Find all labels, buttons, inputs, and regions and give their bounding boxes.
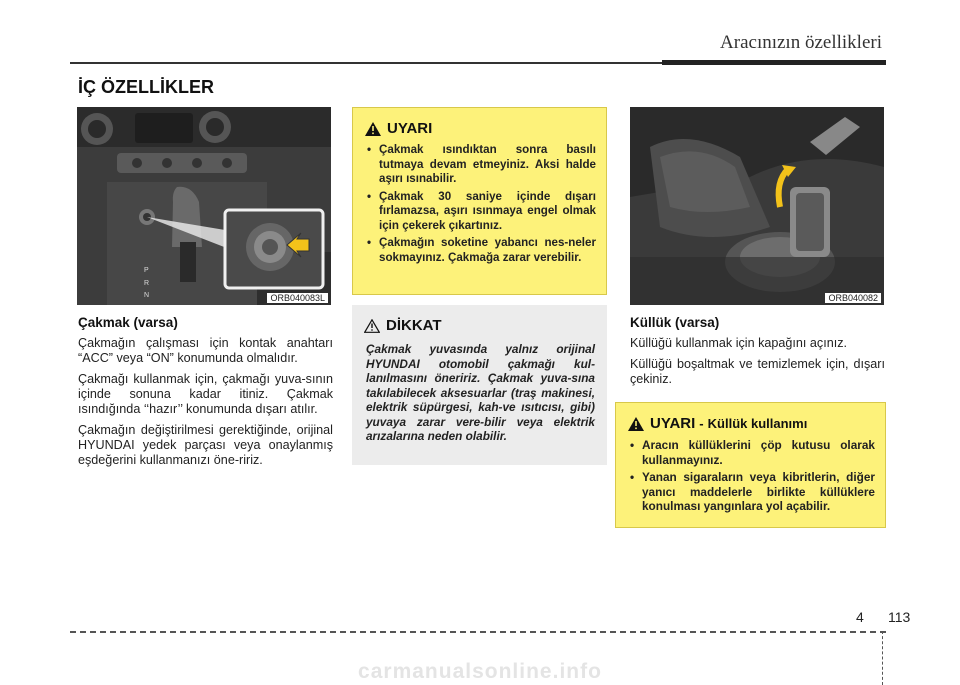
warning-triangle-icon [628,417,644,431]
caution-box [352,305,607,465]
lighter-section [78,315,333,474]
warning-item: • Yanan sigaraların veya kibritlerin, diğer yanıcı maddelerle birlikte küllüklere konulması yangınlara yol açabilir. [630,470,875,514]
ashtray-warning-box [615,402,886,528]
warning-title: UYARI [650,415,696,432]
lighter-paragraph: Çakmağın çalışması için kontak anahtarı “ACC” veya “ON” konumunda olmalıdır. [78,336,333,365]
gear-letter-r: R [144,280,150,287]
ashtray-paragraph: Küllüğü kullanmak için kapağını açınız. [630,336,848,350]
footer-rule [70,631,886,633]
ashtray-photo [630,107,884,305]
warning-item: • Çakmak 30 saniye içinde dışarı fırlamazsa, aşırı ısınmaya engel olmak için çekerek çıkartınız. [367,190,596,234]
gear-letter-n: N [144,292,150,299]
warning-item: • Aracın küllüklerini çöp kutusu olarak kullanmayınız. [630,438,875,467]
warning-title: UYARI [387,120,433,137]
ashtray-paragraph: Küllüğü boşaltmak ve temizlemek için, dışarı çekiniz. [630,357,885,386]
warning-header [616,403,885,432]
lighter-paragraph: Çakmağın değiştirilmesi gerektiğinde, orijinal HYUNDAI yedek parçası veya onaylanmış eşdeğerini kullanmanızı öne-ririz. [78,423,333,467]
lighter-subheading: Çakmak (varsa) [78,315,178,330]
warning-list [353,137,606,265]
gear-letter-p: P [144,267,149,274]
page-number: 113 [888,609,911,625]
section-title: İÇ ÖZELLİKLER [78,77,214,97]
lighter-photo [77,107,331,305]
caution-text: Çakmak yuvasında yalnız orijinal HYUNDAI otomobil çakmağı kul-lanılmasını öneririz. Çakmak yuva-sına takılabilecek aksesuarlar (traş makinesi, elektrik süpürgesi, kah-ve ısıtıcısı, gibi) yuvaya zarar vere-bilir veya elektrik arızalarına neden olabilir. [366,342,595,443]
page-header-title: Aracınızın özellikleri [720,32,882,53]
warning-subtitle: Küllük kullanımı [707,416,808,431]
watermark: carmanualsonline.info [358,660,602,683]
warning-header [353,108,606,137]
image-code: ORB040083L [267,293,328,303]
chapter-number: 4 [856,609,864,625]
ashtray-section [630,315,885,393]
header-rule-accent [662,60,886,65]
ashtray-subheading: Küllük (varsa) [630,315,720,330]
caution-triangle-icon [364,319,380,333]
warning-box [352,107,607,295]
warning-list [616,432,885,514]
warning-title-separator: - [699,416,704,431]
lighter-paragraph: Çakmağı kullanmak için, çakmağı yuva-sının içinde sonuna kadar itiniz. Çakmak ısındığında ‘‘hazır’’ konumunda dışarı atılır. [78,372,333,416]
warning-item: • Çakmağın soketine yabancı nes-neler sokmayınız. Çakmağa zarar verebilir. [367,236,596,265]
caution-title: DİKKAT [386,317,442,334]
caution-header [352,305,607,334]
warning-triangle-icon [365,122,381,136]
image-code: ORB040082 [825,293,881,303]
warning-item: • Çakmak ısındıktan sonra basılı tutmaya devam etmeyiniz. Aksi halde aşırı ısınabilir. [367,143,596,187]
